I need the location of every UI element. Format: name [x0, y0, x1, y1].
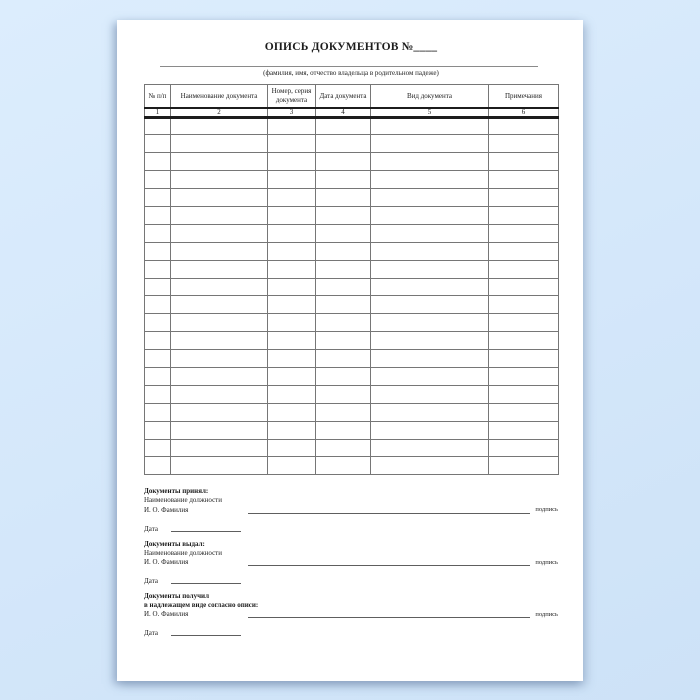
empty-cell [316, 457, 371, 475]
empty-cell [489, 278, 559, 296]
table-row [145, 260, 559, 278]
signature-sections [144, 487, 558, 638]
empty-cell [489, 403, 559, 421]
section-heading: Документы выдал: [144, 539, 205, 548]
section-subheading: в надлежащем виде согласно описи: [144, 601, 259, 610]
document-sheet [117, 20, 583, 681]
empty-cell [145, 439, 171, 457]
empty-cell [371, 260, 489, 278]
empty-cell [268, 171, 316, 189]
empty-cell [316, 117, 371, 135]
empty-cell [145, 153, 171, 171]
empty-cell [316, 260, 371, 278]
empty-cell [145, 367, 171, 385]
empty-cell [489, 367, 559, 385]
empty-cell [371, 153, 489, 171]
empty-cell [371, 242, 489, 260]
empty-cell [145, 314, 171, 332]
empty-cell [371, 403, 489, 421]
empty-cell [145, 278, 171, 296]
table-row [145, 385, 559, 403]
empty-cell [268, 189, 316, 207]
table-row [145, 296, 559, 314]
empty-cell [268, 350, 316, 368]
empty-cell [145, 242, 171, 260]
empty-cell [489, 385, 559, 403]
table-row [145, 332, 559, 350]
document-title: ОПИСЬ ДОКУМЕНТОВ №____ [264, 41, 438, 53]
empty-cell [268, 153, 316, 171]
empty-cell [371, 314, 489, 332]
table-header [145, 85, 559, 118]
empty-cell [489, 242, 559, 260]
empty-cell [171, 260, 268, 278]
date-blank-line [171, 629, 241, 636]
empty-cell [489, 314, 559, 332]
signature-row [144, 610, 558, 619]
empty-cell [316, 224, 371, 242]
empty-cell [171, 314, 268, 332]
table-row [145, 278, 559, 296]
empty-cell [145, 189, 171, 207]
section-heading: Документы получил [144, 592, 209, 601]
empty-cell [489, 332, 559, 350]
date-label: Дата [144, 629, 158, 638]
empty-cell [268, 224, 316, 242]
signature-blank-line [248, 559, 530, 566]
table-body [145, 117, 559, 475]
empty-cell [171, 439, 268, 457]
column-header: Примечания [489, 85, 559, 108]
empty-cell [371, 278, 489, 296]
empty-cell [316, 332, 371, 350]
documents-table [144, 84, 559, 475]
empty-cell [171, 135, 268, 153]
empty-cell [268, 421, 316, 439]
name-label: И. О. Фамилия [144, 610, 189, 619]
empty-cell [489, 117, 559, 135]
table-row [145, 457, 559, 475]
empty-cell [489, 153, 559, 171]
table-row [145, 242, 559, 260]
column-header: Дата документа [316, 85, 371, 108]
empty-cell [316, 242, 371, 260]
column-number-cell: 5 [371, 108, 489, 118]
empty-cell [489, 260, 559, 278]
signature-blank-line [248, 611, 530, 618]
empty-cell [316, 135, 371, 153]
empty-cell [268, 260, 316, 278]
empty-cell [268, 457, 316, 475]
empty-cell [489, 439, 559, 457]
empty-cell [171, 332, 268, 350]
table-row [145, 350, 559, 368]
empty-cell [316, 421, 371, 439]
empty-cell [371, 385, 489, 403]
signature-caption: подпись [535, 610, 558, 618]
empty-cell [371, 332, 489, 350]
empty-cell [145, 224, 171, 242]
column-number-cell: 3 [268, 108, 316, 118]
table-row [145, 206, 559, 224]
section-subheading: Наименование должности [144, 548, 222, 557]
empty-cell [145, 421, 171, 439]
empty-cell [316, 153, 371, 171]
empty-cell [316, 296, 371, 314]
empty-cell [268, 242, 316, 260]
empty-cell [171, 206, 268, 224]
date-row [144, 577, 558, 586]
signature-row [144, 506, 558, 515]
empty-cell [268, 296, 316, 314]
signature-blank-line [248, 507, 530, 514]
empty-cell [145, 260, 171, 278]
section-documents-accepted [144, 487, 558, 533]
empty-cell [316, 350, 371, 368]
empty-cell [171, 296, 268, 314]
date-label: Дата [144, 576, 158, 585]
empty-cell [371, 171, 489, 189]
empty-cell [489, 421, 559, 439]
table-row [145, 171, 559, 189]
empty-cell [316, 439, 371, 457]
column-header: Наименование документа [171, 85, 268, 108]
empty-cell [316, 206, 371, 224]
empty-cell [316, 189, 371, 207]
signature-caption: подпись [535, 558, 558, 566]
date-row [144, 525, 558, 534]
empty-cell [316, 278, 371, 296]
date-blank-line [171, 577, 241, 584]
empty-cell [489, 135, 559, 153]
column-number-cell: 4 [316, 108, 371, 118]
column-header: Вид документа [371, 85, 489, 108]
empty-cell [371, 367, 489, 385]
column-number-cell: 6 [489, 108, 559, 118]
column-number-cell: 2 [171, 108, 268, 118]
empty-cell [171, 457, 268, 475]
empty-cell [316, 171, 371, 189]
empty-cell [316, 314, 371, 332]
empty-cell [268, 332, 316, 350]
section-subheading: Наименование должности [144, 496, 222, 505]
empty-cell [145, 135, 171, 153]
empty-cell [171, 171, 268, 189]
empty-cell [171, 117, 268, 135]
empty-cell [145, 457, 171, 475]
column-number-cell: 1 [145, 108, 171, 118]
empty-cell [171, 242, 268, 260]
empty-cell [171, 367, 268, 385]
empty-cell [171, 385, 268, 403]
empty-cell [371, 296, 489, 314]
empty-cell [371, 457, 489, 475]
empty-cell [268, 439, 316, 457]
empty-cell [171, 153, 268, 171]
empty-cell [268, 278, 316, 296]
empty-cell [371, 224, 489, 242]
empty-cell [316, 367, 371, 385]
empty-cell [145, 296, 171, 314]
empty-cell [145, 332, 171, 350]
empty-cell [145, 403, 171, 421]
empty-cell [145, 206, 171, 224]
column-number-row [145, 108, 559, 118]
empty-cell [371, 117, 489, 135]
empty-cell [316, 403, 371, 421]
empty-cell [489, 206, 559, 224]
empty-cell [489, 224, 559, 242]
empty-cell [171, 403, 268, 421]
signature-caption: подпись [535, 506, 558, 514]
owner-line-caption: (фамилия, имя, отчество владельца в родительном падеже) [263, 69, 439, 77]
empty-cell [316, 385, 371, 403]
name-label: И. О. Фамилия [144, 557, 189, 566]
section-heading: Документы принял: [144, 487, 209, 496]
table-header-row [145, 85, 559, 108]
section-documents-issued [144, 540, 558, 586]
empty-cell [489, 296, 559, 314]
empty-cell [268, 403, 316, 421]
empty-cell [171, 350, 268, 368]
empty-cell [145, 385, 171, 403]
empty-cell [489, 171, 559, 189]
date-blank-line [171, 525, 241, 532]
name-label: И. О. Фамилия [144, 505, 189, 514]
empty-cell [145, 350, 171, 368]
empty-cell [489, 350, 559, 368]
table-row [145, 421, 559, 439]
empty-cell [489, 189, 559, 207]
table-row [145, 153, 559, 171]
empty-cell [268, 367, 316, 385]
empty-cell [371, 206, 489, 224]
section-documents-received [144, 592, 558, 638]
empty-cell [171, 278, 268, 296]
empty-cell [371, 439, 489, 457]
empty-cell [268, 117, 316, 135]
empty-cell [171, 421, 268, 439]
table-row [145, 117, 559, 135]
empty-cell [268, 135, 316, 153]
table-row [145, 314, 559, 332]
column-header: Номер, серия документа [268, 85, 316, 108]
table-row [145, 367, 559, 385]
table-row [145, 135, 559, 153]
column-header: № п/п [145, 85, 171, 108]
empty-cell [268, 314, 316, 332]
empty-cell [268, 385, 316, 403]
empty-cell [371, 350, 489, 368]
empty-cell [268, 206, 316, 224]
table-row [145, 224, 559, 242]
date-row [144, 629, 558, 638]
signature-row [144, 558, 558, 567]
empty-cell [489, 457, 559, 475]
table-row [145, 189, 559, 207]
table-row [145, 439, 559, 457]
empty-cell [145, 171, 171, 189]
empty-cell [371, 421, 489, 439]
empty-cell [171, 189, 268, 207]
empty-cell [371, 135, 489, 153]
owner-name-blank-line [160, 66, 538, 67]
empty-cell [371, 189, 489, 207]
empty-cell [171, 224, 268, 242]
empty-cell [145, 117, 171, 135]
date-label: Дата [144, 524, 158, 533]
table-row [145, 403, 559, 421]
